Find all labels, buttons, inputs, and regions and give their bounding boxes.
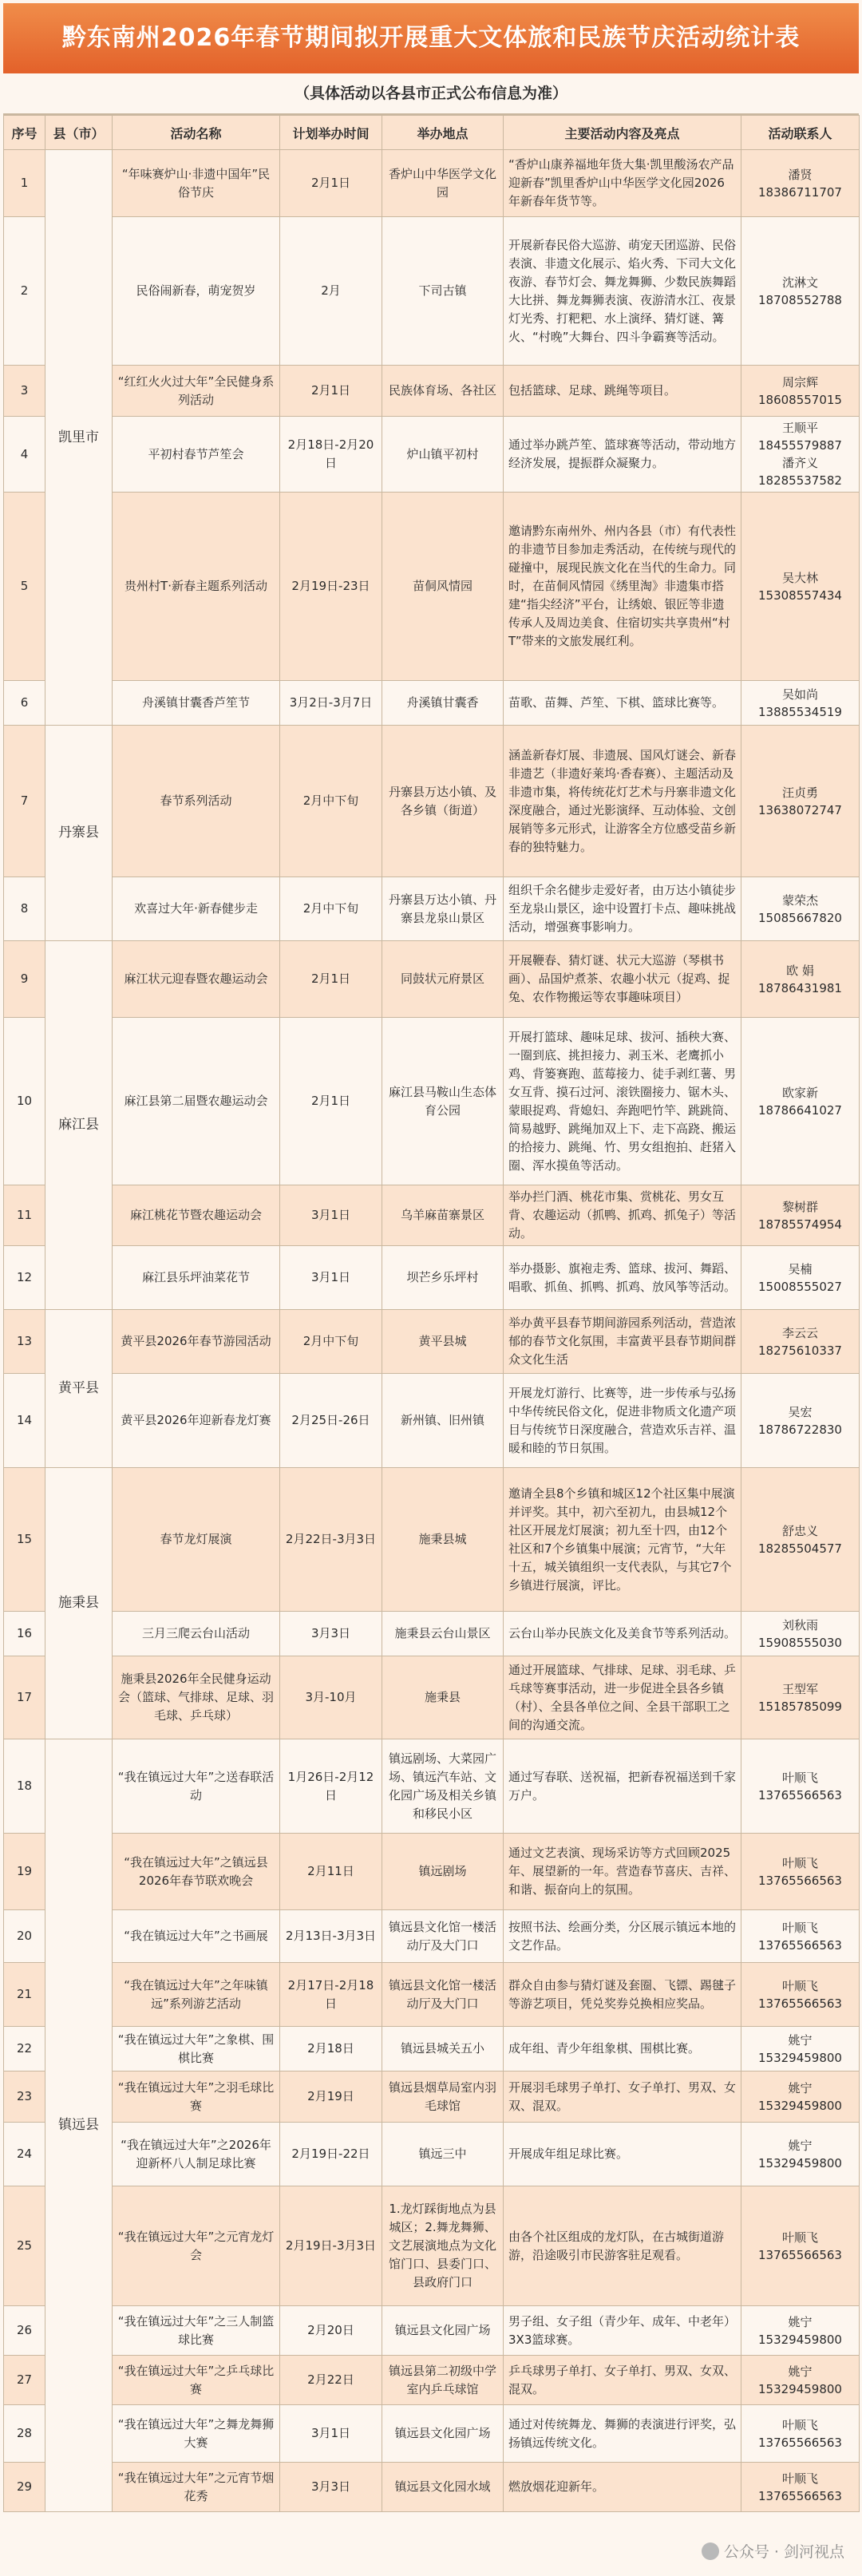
row-number: 12 bbox=[4, 1246, 45, 1310]
table-row bbox=[4, 1468, 860, 1612]
activity-time: 2月19日-23日 bbox=[280, 493, 382, 681]
table-row bbox=[4, 1246, 860, 1310]
activity-time: 2月17日-2月18日 bbox=[280, 1963, 382, 2027]
row-number: 25 bbox=[4, 2186, 45, 2306]
table-row bbox=[4, 217, 860, 366]
activity-name: 麻江桃花节暨农趣运动会 bbox=[113, 1185, 280, 1246]
activity-time: 2月19日-3月3日 bbox=[280, 2186, 382, 2306]
table-row bbox=[4, 726, 860, 877]
table-row bbox=[4, 1910, 860, 1963]
activity-place: 施秉县 bbox=[382, 1656, 504, 1739]
activity-contact: 姚宁 15329459800 bbox=[741, 2027, 860, 2071]
activity-place: 镇远县文化园广场 bbox=[382, 2306, 504, 2356]
row-number: 22 bbox=[4, 2027, 45, 2071]
page-subtitle: （具体活动以各县市正式公布信息为准） bbox=[3, 73, 859, 115]
row-number: 11 bbox=[4, 1185, 45, 1246]
activity-time: 2月19日 bbox=[280, 2071, 382, 2123]
activity-time: 2月1日 bbox=[280, 941, 382, 1018]
activity-place: 下司古镇 bbox=[382, 217, 504, 366]
activity-place: 民族体育场、各社区 bbox=[382, 366, 504, 417]
activity-contact: 黎树群 18785574954 bbox=[741, 1185, 860, 1246]
activity-time: 3月1日 bbox=[280, 1246, 382, 1310]
activity-content: 通过开展篮球、气排球、足球、羽毛球、乒乓球等赛事活动，进一步促进全县各乡镇（村）、全县各单位之间、全县干部职工之间的沟通交流。 bbox=[504, 1656, 741, 1739]
county-cell: 丹寨县 bbox=[45, 726, 113, 941]
row-number: 17 bbox=[4, 1656, 45, 1739]
activity-name: 欢喜过大年·新春健步走 bbox=[113, 877, 280, 941]
activity-name: “年味赛炉山·非遗中国年”民俗节庆 bbox=[113, 150, 280, 217]
activity-content: 苗歌、苗舞、芦笙、下棋、篮球比赛等。 bbox=[504, 681, 741, 726]
table-row bbox=[4, 2306, 860, 2356]
table-row bbox=[4, 366, 860, 417]
activity-name: “我在镇远过大年”之年味镇远”系列游艺活动 bbox=[113, 1963, 280, 2027]
table-row bbox=[4, 1656, 860, 1739]
activity-table bbox=[3, 115, 860, 2512]
activity-content: 开展龙灯游行、比赛等，进一步传承与弘扬中华传统民俗文化，促进非物质文化遗产项目与传统节日深度融合，营造欢乐吉祥、温暖和睦的节日氛围。 bbox=[504, 1374, 741, 1468]
activity-contact: 叶顺飞 13765566563 bbox=[741, 1739, 860, 1834]
activity-place: 1.龙灯踩街地点为县城区；2.舞龙舞狮、文艺展演地点为文化馆门口、县委门口、县政府门口 bbox=[382, 2186, 504, 2306]
activity-content: “香炉山康养福地年货大集·凯里酸汤农产品迎新春”凯里香炉山中华医学文化园2026年新春年货节等。 bbox=[504, 150, 741, 217]
table-row bbox=[4, 493, 860, 681]
activity-content: 按照书法、绘画分类，分区展示镇远本地的文艺作品。 bbox=[504, 1910, 741, 1963]
activity-content: 举办黄平县春节期间游园系列活动，营造浓郁的春节文化氛围，丰富黄平县春节期间群众文化生活 bbox=[504, 1310, 741, 1374]
activity-contact: 姚宁 15329459800 bbox=[741, 2306, 860, 2356]
activity-place: 施秉县城 bbox=[382, 1468, 504, 1612]
activity-content: 举办摄影、旗袍走秀、篮球、拔河、舞蹈、唱歌、抓鱼、抓鸭、抓鸡、放风筝等活动。 bbox=[504, 1246, 741, 1310]
row-number: 15 bbox=[4, 1468, 45, 1612]
row-number: 4 bbox=[4, 417, 45, 493]
table-body bbox=[4, 150, 860, 2512]
county-cell: 凯里市 bbox=[45, 150, 113, 726]
table-row bbox=[4, 150, 860, 217]
activity-name: 麻江县乐坪油菜花节 bbox=[113, 1246, 280, 1310]
row-number: 29 bbox=[4, 2463, 45, 2512]
col-header-place: 举办地点 bbox=[382, 116, 504, 150]
activity-time: 2月1日 bbox=[280, 366, 382, 417]
row-number: 24 bbox=[4, 2123, 45, 2186]
activity-name: 春节系列活动 bbox=[113, 726, 280, 877]
activity-time: 3月1日 bbox=[280, 1185, 382, 1246]
activity-contact: 舒忠义 18285504577 bbox=[741, 1468, 860, 1612]
table-row bbox=[4, 1185, 860, 1246]
row-number: 1 bbox=[4, 150, 45, 217]
activity-name: 三月三爬云台山活动 bbox=[113, 1612, 280, 1656]
activity-contact: 叶顺飞 13765566563 bbox=[741, 1834, 860, 1910]
activity-content: 通过举办跳芦笙、篮球赛等活动，带动地方经济发展，提振群众凝聚力。 bbox=[504, 417, 741, 493]
row-number: 18 bbox=[4, 1739, 45, 1834]
activity-name: 麻江状元迎春暨农趣运动会 bbox=[113, 941, 280, 1018]
activity-name: 平初村春节芦笙会 bbox=[113, 417, 280, 493]
activity-name: “我在镇远过大年”之舞龙舞狮大赛 bbox=[113, 2405, 280, 2463]
col-header-name: 活动名称 bbox=[113, 116, 280, 150]
row-number: 10 bbox=[4, 1018, 45, 1185]
activity-time: 2月 bbox=[280, 217, 382, 366]
activity-name: 黄平县2026年春节游园活动 bbox=[113, 1310, 280, 1374]
activity-time: 3月3日 bbox=[280, 1612, 382, 1656]
activity-content: 男子组、女子组（青少年、成年、中老年）3X3篮球赛。 bbox=[504, 2306, 741, 2356]
activity-content: 邀请全县8个乡镇和城区12个社区集中展演并评奖。其中，初六至初九，由县城12个社区开展龙灯展演；初九至十四，由12个社区和7个乡镇集中展演；元宵节，“大年十五，城关镇组织一支代表队，与其它7个乡镇进行展演，评比。 bbox=[504, 1468, 741, 1612]
activity-time: 3月1日 bbox=[280, 2405, 382, 2463]
activity-place: 镇远县烟草局室内羽毛球馆 bbox=[382, 2071, 504, 2123]
activity-contact: 汪贞勇 13638072747 bbox=[741, 726, 860, 877]
activity-time: 2月18日-2月20日 bbox=[280, 417, 382, 493]
row-number: 13 bbox=[4, 1310, 45, 1374]
row-number: 8 bbox=[4, 877, 45, 941]
activity-contact: 叶顺飞 13765566563 bbox=[741, 1910, 860, 1963]
activity-content: 通过文艺表演、现场采访等方式回顾2025年、展望新的一年。营造春节喜庆、吉祥、和谐、振奋向上的氛围。 bbox=[504, 1834, 741, 1910]
watermark-text: 公众号 · 剑河视点 bbox=[723, 2543, 844, 2561]
activity-contact: 刘秋雨 15908555030 bbox=[741, 1612, 860, 1656]
row-number: 19 bbox=[4, 1834, 45, 1910]
activity-place: 麻江县马鞍山生态体育公园 bbox=[382, 1018, 504, 1185]
activity-time: 2月22日-3月3日 bbox=[280, 1468, 382, 1612]
activity-name: “我在镇远过大年”之乒乓球比赛 bbox=[113, 2356, 280, 2405]
table-row bbox=[4, 1612, 860, 1656]
activity-time: 2月11日 bbox=[280, 1834, 382, 1910]
activity-contact: 王型军 15185785099 bbox=[741, 1656, 860, 1739]
activity-contact: 吴大林 15308557434 bbox=[741, 493, 860, 681]
activity-place: 镇远县文化园广场 bbox=[382, 2405, 504, 2463]
row-number: 6 bbox=[4, 681, 45, 726]
activity-content: 涵盖新春灯展、非遗展、国风灯谜会、新春非遗艺（非遗好莱坞·香春赛）、主题活动及非遗市集，将传统花灯艺术与丹寨非遗文化深度融合，通过光影演绎、互动体验、文创展销等多元形式，让游客全方位感受苗乡新春的独特魅力。 bbox=[504, 726, 741, 877]
activity-name: 贵州村T·新春主题系列活动 bbox=[113, 493, 280, 681]
activity-contact: 姚宁 15329459800 bbox=[741, 2071, 860, 2123]
activity-content: 组织千余名健步走爱好者，由万达小镇徒步至龙泉山景区，途中设置打卡点、趣味挑战活动，增强赛事影响力。 bbox=[504, 877, 741, 941]
activity-place: 镇远县文化馆一楼活动厅及大门口 bbox=[382, 1963, 504, 2027]
activity-contact: 潘贤 18386711707 bbox=[741, 150, 860, 217]
activity-name: “我在镇远过大年”之羽毛球比赛 bbox=[113, 2071, 280, 2123]
activity-contact: 蒙荣杰 15085667820 bbox=[741, 877, 860, 941]
activity-contact: 叶顺飞 13765566563 bbox=[741, 2405, 860, 2463]
activity-place: 坝芒乡乐坪村 bbox=[382, 1246, 504, 1310]
row-number: 2 bbox=[4, 217, 45, 366]
row-number: 20 bbox=[4, 1910, 45, 1963]
activity-content: 群众自由参与猜灯谜及套圈、飞镖、踢毽子等游艺项目，凭兑奖券兑换相应奖品。 bbox=[504, 1963, 741, 2027]
table-header-row bbox=[4, 116, 860, 150]
activity-name: “红红火火过大年”全民健身系列活动 bbox=[113, 366, 280, 417]
county-cell: 麻江县 bbox=[45, 941, 113, 1310]
activity-name: “我在镇远过大年”之书画展 bbox=[113, 1910, 280, 1963]
activity-time: 2月20日 bbox=[280, 2306, 382, 2356]
activity-place: 炉山镇平初村 bbox=[382, 417, 504, 493]
activity-name: 麻江县第二届暨农趣运动会 bbox=[113, 1018, 280, 1185]
activity-contact: 周宗辉 18608557015 bbox=[741, 366, 860, 417]
wechat-icon bbox=[702, 2542, 719, 2560]
table-row bbox=[4, 1018, 860, 1185]
activity-name: 舟溪镇甘囊香芦笙节 bbox=[113, 681, 280, 726]
activity-time: 2月中下旬 bbox=[280, 1310, 382, 1374]
row-number: 5 bbox=[4, 493, 45, 681]
activity-name: 春节龙灯展演 bbox=[113, 1468, 280, 1612]
activity-content: 成年组、青少年组象棋、围棋比赛。 bbox=[504, 2027, 741, 2071]
row-number: 16 bbox=[4, 1612, 45, 1656]
activity-contact: 吴楠 15008555027 bbox=[741, 1246, 860, 1310]
table-row bbox=[4, 941, 860, 1018]
activity-time: 3月-10月 bbox=[280, 1656, 382, 1739]
activity-time: 2月1日 bbox=[280, 150, 382, 217]
activity-place: 镇远剧场、大菜园广场、镇远汽车站、文化园广场及相关乡镇和移民小区 bbox=[382, 1739, 504, 1834]
activity-name: 施秉县2026年全民健身运动会（篮球、气排球、足球、羽毛球、乒乓球） bbox=[113, 1656, 280, 1739]
table-row bbox=[4, 2405, 860, 2463]
col-header-no: 序号 bbox=[4, 116, 45, 150]
activity-place: 镇远县城关五小 bbox=[382, 2027, 504, 2071]
table-row bbox=[4, 1310, 860, 1374]
county-cell: 黄平县 bbox=[45, 1310, 113, 1468]
activity-place: 丹寨县万达小镇、及各乡镇（街道） bbox=[382, 726, 504, 877]
col-header-contact: 活动联系人 bbox=[741, 116, 860, 150]
table-row bbox=[4, 877, 860, 941]
activity-name: “我在镇远过大年”之象棋、围棋比赛 bbox=[113, 2027, 280, 2071]
activity-time: 2月中下旬 bbox=[280, 726, 382, 877]
activity-contact: 叶顺飞 13765566563 bbox=[741, 2463, 860, 2512]
activity-contact: 姚宁 15329459800 bbox=[741, 2356, 860, 2405]
activity-place: 丹寨县万达小镇、丹寨县龙泉山景区 bbox=[382, 877, 504, 941]
activity-contact: 欧家新 18786641027 bbox=[741, 1018, 860, 1185]
activity-content: 燃放烟花迎新年。 bbox=[504, 2463, 741, 2512]
activity-content: 举办拦门酒、桃花市集、赏桃花、男女互背、农趣运动（抓鸭、抓鸡、抓兔子）等活动。 bbox=[504, 1185, 741, 1246]
activity-content: 云台山举办民族文化及美食节等系列活动。 bbox=[504, 1612, 741, 1656]
table-row bbox=[4, 2186, 860, 2306]
activity-time: 3月3日 bbox=[280, 2463, 382, 2512]
table-row bbox=[4, 1963, 860, 2027]
activity-place: 新州镇、旧州镇 bbox=[382, 1374, 504, 1468]
activity-name: “我在镇远过大年”之送春联活动 bbox=[113, 1739, 280, 1834]
row-number: 21 bbox=[4, 1963, 45, 2027]
activity-place: 舟溪镇甘囊香 bbox=[382, 681, 504, 726]
activity-name: “我在镇远过大年”之元宵龙灯会 bbox=[113, 2186, 280, 2306]
activity-content: 邀请黔东南州外、州内各县（市）有代表性的非遗节目参加走秀活动，在传统与现代的碰撞中，展现民族文化在当代的生命力。同时，在苗侗风情园《绣里淘》非遗集市搭建“指尖经济”平台，让绣娘、银匠等非遗传承人及周边美食、住宿切实共享贵州“村T”带来的文旅发展红利。 bbox=[504, 493, 741, 681]
activity-time: 2月25日-26日 bbox=[280, 1374, 382, 1468]
page-title: 黔东南州2026年春节期间拟开展重大文体旅和民族节庆活动统计表 bbox=[3, 3, 859, 73]
activity-content: 开展鞭春、猜灯谜、状元大巡游（琴棋书画）、品国炉煮茶、农趣小状元（捉鸡、捉兔、农作物搬运等农事趣味项目） bbox=[504, 941, 741, 1018]
row-number: 9 bbox=[4, 941, 45, 1018]
table-row bbox=[4, 1739, 860, 1834]
activity-contact: 李云云 18275610337 bbox=[741, 1310, 860, 1374]
table-row bbox=[4, 681, 860, 726]
activity-contact: 沈淋文 18708552788 bbox=[741, 217, 860, 366]
table-row bbox=[4, 2123, 860, 2186]
activity-place: 同鼓状元府景区 bbox=[382, 941, 504, 1018]
activity-place: 黄平县城 bbox=[382, 1310, 504, 1374]
table-row bbox=[4, 2463, 860, 2512]
activity-content: 包括篮球、足球、跳绳等项目。 bbox=[504, 366, 741, 417]
activity-place: 香炉山中华医学文化园 bbox=[382, 150, 504, 217]
activity-place: 苗侗风情园 bbox=[382, 493, 504, 681]
activity-name: 民俗闹新春，萌宠贺岁 bbox=[113, 217, 280, 366]
row-number: 27 bbox=[4, 2356, 45, 2405]
col-header-county: 县（市） bbox=[45, 116, 113, 150]
activity-name: 黄平县2026年迎新春龙灯赛 bbox=[113, 1374, 280, 1468]
activity-name: “我在镇远过大年”之元宵节烟花秀 bbox=[113, 2463, 280, 2512]
table-row bbox=[4, 2356, 860, 2405]
activity-place: 镇远县第二初级中学室内乒乓球馆 bbox=[382, 2356, 504, 2405]
county-cell: 镇远县 bbox=[45, 1739, 113, 2512]
activity-time: 3月2日-3月7日 bbox=[280, 681, 382, 726]
activity-place: 镇远剧场 bbox=[382, 1834, 504, 1910]
row-number: 7 bbox=[4, 726, 45, 877]
table-row bbox=[4, 2071, 860, 2123]
activity-time: 1月26日-2月12日 bbox=[280, 1739, 382, 1834]
activity-place: 镇远县文化园水域 bbox=[382, 2463, 504, 2512]
activity-content: 通过写春联、送祝福，把新春祝福送到千家万户。 bbox=[504, 1739, 741, 1834]
row-number: 28 bbox=[4, 2405, 45, 2463]
county-cell: 施秉县 bbox=[45, 1468, 113, 1739]
page-frame bbox=[3, 3, 859, 2573]
activity-contact: 王顺平 18455579887 潘齐义 18285537582 bbox=[741, 417, 860, 493]
activity-place: 镇远三中 bbox=[382, 2123, 504, 2186]
activity-content: 开展羽毛球男子单打、女子单打、男双、女双、混双。 bbox=[504, 2071, 741, 2123]
row-number: 3 bbox=[4, 366, 45, 417]
activity-time: 2月18日 bbox=[280, 2027, 382, 2071]
activity-name: “我在镇远过大年”之三人制篮球比赛 bbox=[113, 2306, 280, 2356]
activity-place: 乌羊麻苗寨景区 bbox=[382, 1185, 504, 1246]
activity-content: 开展打篮球、趣味足球、拔河、插秧大赛、一圈到底、挑担接力、剥玉米、老鹰抓小鸡、背篓赛跑、蓝莓接力、徒手剥红薯、男女互背、摸石过河、滚铁圈接力、锯木头、蒙眼捉鸡、背媳妇、奔跑吧竹竿、跳跳筒、简易越野、跳绳加双上下、走下高跷、搬运的拾接力、跳绳、竹、男女组抱拍、赶猪入圈、浑水摸鱼等活动。 bbox=[504, 1018, 741, 1185]
activity-time: 2月13日-3月3日 bbox=[280, 1910, 382, 1963]
col-header-time: 计划举办时间 bbox=[280, 116, 382, 150]
activity-contact: 吴宏 18786722830 bbox=[741, 1374, 860, 1468]
activity-contact: 叶顺飞 13765566563 bbox=[741, 2186, 860, 2306]
activity-place: 镇远县文化馆一楼活动厅及大门口 bbox=[382, 1910, 504, 1963]
table-row bbox=[4, 1834, 860, 1910]
activity-time: 2月1日 bbox=[280, 1018, 382, 1185]
row-number: 26 bbox=[4, 2306, 45, 2356]
activity-content: 通过对传统舞龙、舞狮的表演进行评奖，弘扬镇远传统文化。 bbox=[504, 2405, 741, 2463]
table-row bbox=[4, 2027, 860, 2071]
table-row bbox=[4, 417, 860, 493]
row-number: 14 bbox=[4, 1374, 45, 1468]
activity-contact: 叶顺飞 13765566563 bbox=[741, 1963, 860, 2027]
row-number: 23 bbox=[4, 2071, 45, 2123]
activity-contact: 欧 娟 18786431981 bbox=[741, 941, 860, 1018]
activity-name: “我在镇远过大年”之2026年迎新杯八人制足球比赛 bbox=[113, 2123, 280, 2186]
table-row bbox=[4, 1374, 860, 1468]
activity-name: “我在镇远过大年”之镇远县2026年春节联欢晚会 bbox=[113, 1834, 280, 1910]
activity-place: 施秉县云台山景区 bbox=[382, 1612, 504, 1656]
activity-contact: 姚宁 15329459800 bbox=[741, 2123, 860, 2186]
activity-time: 2月19日-22日 bbox=[280, 2123, 382, 2186]
activity-time: 2月中下旬 bbox=[280, 877, 382, 941]
watermark bbox=[702, 2540, 844, 2562]
activity-contact: 吴如尚 13885534519 bbox=[741, 681, 860, 726]
activity-content: 乒乓球男子单打、女子单打、男双、女双、混双。 bbox=[504, 2356, 741, 2405]
activity-content: 开展新春民俗大巡游、萌宠天团巡游、民俗表演、非遗文化展示、焰火秀、下司大文化夜游、春节灯会、舞龙舞狮、少数民族舞蹈大比拼、舞龙舞狮表演、夜游清水江、夜景灯光秀、打粑粑、水上演绎、猜灯谜、篝火、“村晚”大舞台、四斗争霸赛等活动。 bbox=[504, 217, 741, 366]
col-header-content: 主要活动内容及亮点 bbox=[504, 116, 741, 150]
activity-content: 由各个社区组成的龙灯队，在古城街道游游，沿途吸引市民游客驻足观看。 bbox=[504, 2186, 741, 2306]
activity-content: 开展成年组足球比赛。 bbox=[504, 2123, 741, 2186]
activity-time: 2月22日 bbox=[280, 2356, 382, 2405]
